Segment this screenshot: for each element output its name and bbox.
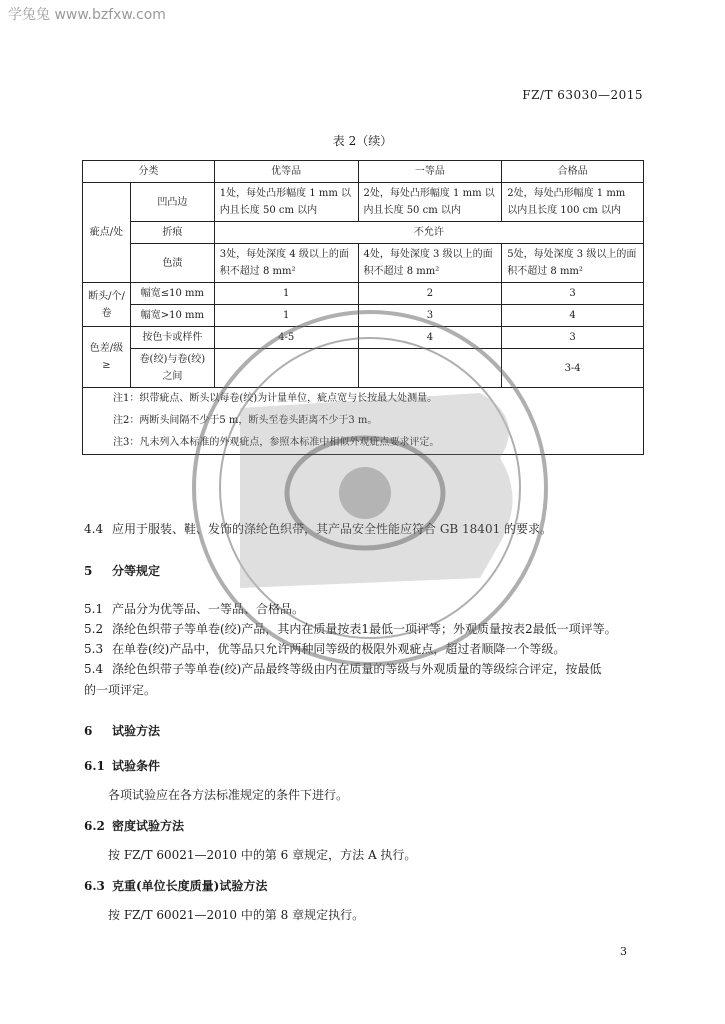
clause-6-3-body: 按 FZ/T 60021—2010 中的第 8 章规定执行。 <box>108 908 365 922</box>
cell: 3 <box>502 327 644 349</box>
clause-title: 密度试验方法 <box>112 819 185 833</box>
table-row <box>83 222 644 244</box>
header-qualified: 合格品 <box>502 161 644 183</box>
header-first: 一等品 <box>358 161 502 183</box>
clause-number: 5.2 <box>84 622 104 636</box>
clause-6-1-body: 各项试验应在各方法标准规定的条件下进行。 <box>108 788 349 802</box>
clause-title: 克重(单位长度质量)试验方法 <box>112 879 268 893</box>
table-note: 注2：两断头间隔不少于5 m，断头至卷头距离不少于3 m。 <box>83 410 644 432</box>
section-number: 5 <box>84 564 93 578</box>
cell: 5处，每处深度 3 级以上的面积不超过 8 mm² <box>502 244 644 283</box>
cell <box>214 349 358 388</box>
clause-text: 产品分为优等品、一等品、合格品。 <box>112 602 305 616</box>
site-watermark: 学兔兔 www.bzfxw.com <box>8 7 166 23</box>
cell: 不允许 <box>214 222 643 244</box>
clause-6-2-heading <box>84 817 184 834</box>
grading-table <box>82 160 644 455</box>
standard-number: FZ/T 63030—2015 <box>522 88 643 102</box>
table-note-row <box>83 432 644 455</box>
cell: 3-4 <box>502 349 644 388</box>
table-row <box>83 183 644 222</box>
cell: 2处，每处凸形幅度 1 mm 以内且长度 100 cm 以内 <box>502 183 644 222</box>
clause-text: 在单卷(绞)产品中，优等品只允许两种同等级的极限外观疵点，超过者顺降一个等级。 <box>112 642 566 656</box>
table-note: 注3：凡未列入本标准的外观疵点，参照本标准中相似外观疵点要求评定。 <box>83 432 644 455</box>
cell: 4处，每处深度 3 级以上的面积不超过 8 mm² <box>358 244 502 283</box>
group-color: 色差/级≥ <box>83 327 131 388</box>
clause-number: 5.3 <box>84 642 104 656</box>
clause-number: 4.4 <box>84 522 104 536</box>
clause-text: 应用于服装、鞋、发饰的涤纶色织带，其产品安全性能应符合 GB 18401 的要求。 <box>112 522 553 536</box>
section-title: 试验方法 <box>112 724 161 738</box>
row-label: 幅宽>10 mm <box>130 305 214 327</box>
row-label: 按色卡或样件 <box>130 327 214 349</box>
clause-5-4 <box>84 660 644 678</box>
clause-6-2-body: 按 FZ/T 60021—2010 中的第 6 章规定，方法 A 执行。 <box>108 848 417 862</box>
row-label: 凹凸边 <box>130 183 214 222</box>
page-number: 3 <box>620 945 627 958</box>
header-premium: 优等品 <box>214 161 358 183</box>
clause-5-1 <box>84 600 644 618</box>
clause-5-4-cont: 的一项评定。 <box>84 683 157 697</box>
cell: 4-5 <box>214 327 358 349</box>
table-note-row <box>83 388 644 411</box>
cell: 1处，每处凸形幅度 1 mm 以内且长度 50 cm 以内 <box>214 183 358 222</box>
row-label: 折痕 <box>130 222 214 244</box>
cell <box>358 349 502 388</box>
row-label: 色渍 <box>130 244 214 283</box>
table-row <box>83 305 644 327</box>
cell: 3 <box>358 305 502 327</box>
clause-number: 5.4 <box>84 662 104 676</box>
row-label: 卷(绞)与卷(绞)之间 <box>130 349 214 388</box>
group-breaks: 断头/个/卷 <box>83 283 131 327</box>
clause-text: 涤纶色织带子等单卷(绞)产品最终等级由内在质量的等级与外观质量的等级综合评定，按最低 <box>112 662 602 676</box>
cell: 4 <box>502 305 644 327</box>
header-category: 分类 <box>83 161 215 183</box>
table-header-row <box>83 161 644 183</box>
clause-number: 6.3 <box>84 879 105 893</box>
table-row <box>83 244 644 283</box>
cell: 4 <box>358 327 502 349</box>
cell: 2处，每处凸形幅度 1 mm 以内且长度 50 cm 以内 <box>358 183 502 222</box>
clause-number: 6.1 <box>84 759 105 773</box>
clause-text: 涤纶色织带子等单卷(绞)产品，其内在质量按表1最低一项评等；外观质量按表2最低一项评等。 <box>112 622 617 636</box>
cell: 3 <box>502 283 644 305</box>
clause-5-2 <box>84 620 644 638</box>
table-note: 注1：织带疵点、断头以每卷(绞)为计量单位，疵点宽与长按最大处测量。 <box>83 388 644 411</box>
table-row <box>83 283 644 305</box>
clause-title: 试验条件 <box>112 759 161 773</box>
cell: 2 <box>358 283 502 305</box>
table-row <box>83 349 644 388</box>
section-6-heading <box>84 722 160 739</box>
cell: 1 <box>214 305 358 327</box>
table-note-row <box>83 410 644 432</box>
table-row <box>83 327 644 349</box>
clause-5-3 <box>84 640 644 658</box>
cell: 1 <box>214 283 358 305</box>
section-number: 6 <box>84 724 93 738</box>
table-title: 表 2（续） <box>332 134 393 148</box>
section-5-heading <box>84 562 160 579</box>
clause-4-4 <box>84 520 644 538</box>
clause-6-1-heading <box>84 757 160 774</box>
group-defects: 疵点/处 <box>83 183 131 283</box>
cell: 3处，每处深度 4 级以上的面积不超过 8 mm² <box>214 244 358 283</box>
clause-6-3-heading <box>84 877 267 894</box>
clause-number: 5.1 <box>84 602 104 616</box>
row-label: 幅宽≤10 mm <box>130 283 214 305</box>
section-title: 分等规定 <box>112 564 161 578</box>
clause-number: 6.2 <box>84 819 105 833</box>
